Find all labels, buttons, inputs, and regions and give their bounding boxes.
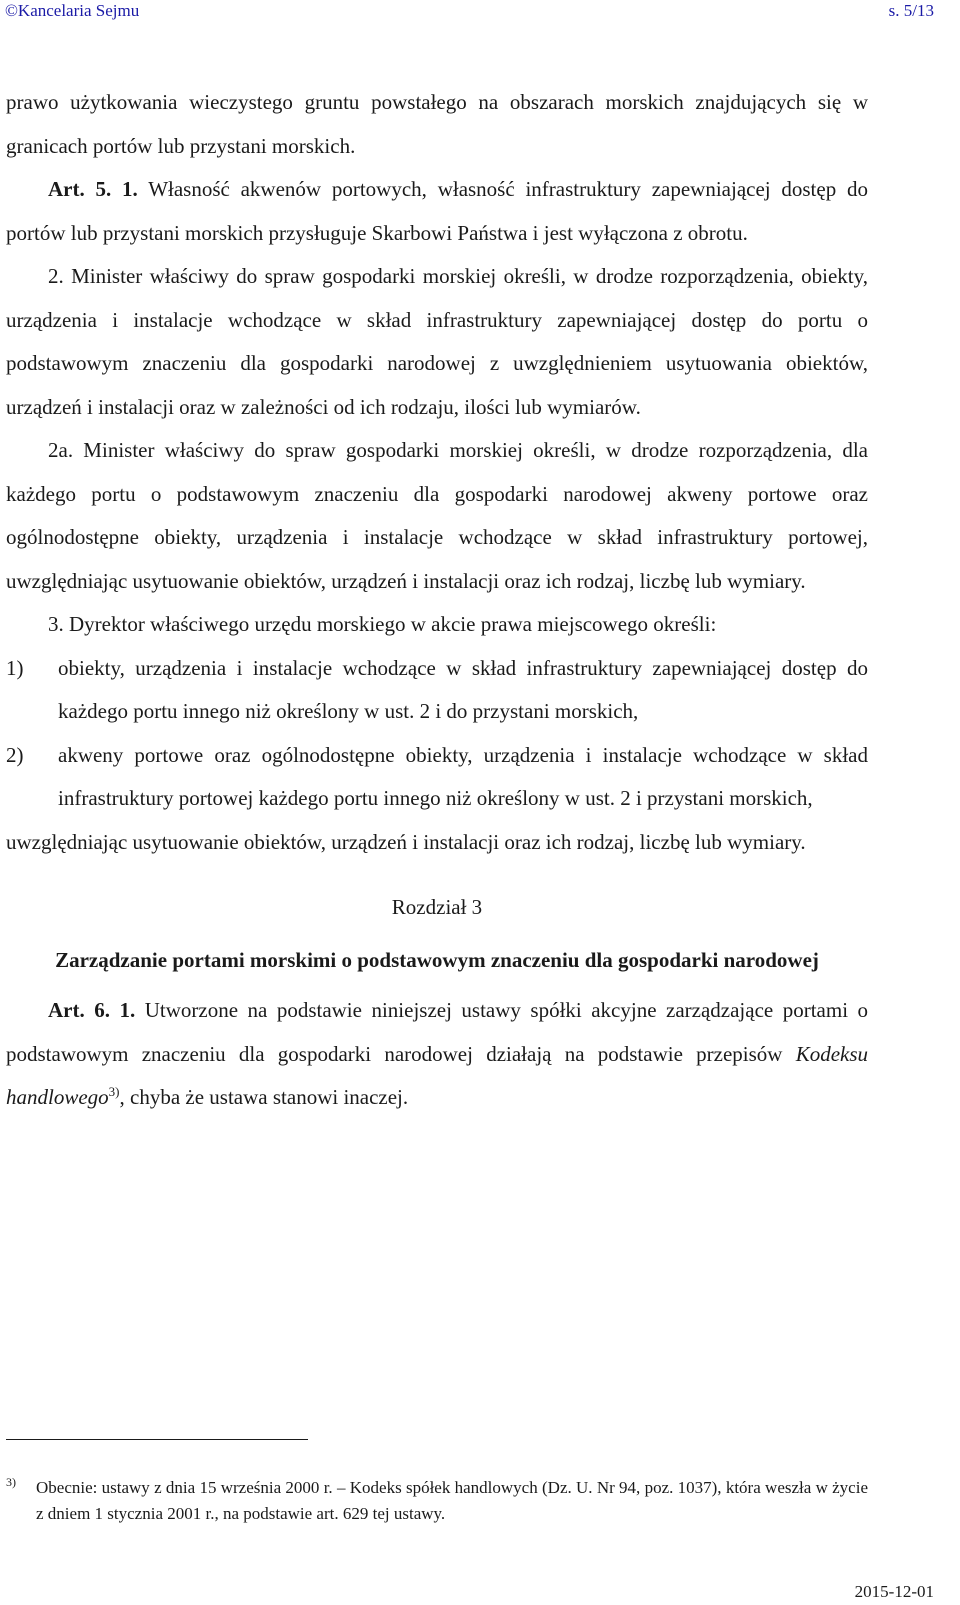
art6-paragraph-1: [6, 989, 868, 1120]
list-item-text: obiekty, urządzenia i instalacje wchodzące w skład infrastruktury zapewniającej dostęp do każdego portu innego niż określony w ust. 2 i do przystani morskich,: [58, 655, 868, 723]
art5-paragraph-1: [6, 168, 868, 255]
paragraph-continuation: prawo użytkowania wieczystego gruntu powstałego na obszarach morskich znajdujących się w granicach portów lub przystani morskich.: [6, 90, 868, 158]
footnote: [6, 1475, 868, 1527]
art5-paragraph-2: 2. Minister właściwy do spraw gospodarki morskiej określi, w drodze rozporządzenia, obiekty, urządzenia i instalacje wchodzące w skład infrastruktury zapewniającej dostęp do portu o podstawowym znaczeniu dla gospodarki narodowej z uwzględnieniem usytuowania obiektów, urządzeń i instalacji oraz w zależności od ich rodzaju, ilości lub wymiarów.: [6, 264, 868, 419]
footer-date: 2015-12-01: [854, 1582, 934, 1601]
art5-label: Art. 5. 1.: [48, 177, 138, 201]
header-source: ©Kancelaria Sejmu: [5, 1, 140, 20]
list-item: [6, 734, 868, 821]
footnote-ref[interactable]: 3): [108, 1084, 120, 1099]
page-number: s. 5/13: [888, 1, 934, 20]
footnote-mark: 3): [6, 1475, 16, 1489]
art5-paragraph-2a: 2a. Minister właściwy do spraw gospodarki morskiej określi, w drodze rozporządzenia, dla każdego portu o podstawowym znaczeniu dla gospodarki narodowej akweny portowe oraz ogólnodostępne obiekty, urządzenia i instalacje wchodzące w skład infrastruktury portowej, uwzględniając usytuowanie obiektów, urządzeń i instalacji oraz ich rodzaj, liczbę lub wymiary.: [6, 438, 868, 593]
art5-paragraph-3: 3. Dyrektor właściwego urzędu morskiego w akcie prawa miejscowego określi:: [48, 612, 717, 636]
list-item-number: 2): [6, 742, 24, 767]
art5-1-text: Własność akwenów portowych, własność infrastruktury zapewniającej dostęp do portów lub przystani morskich przysługuje Skarbowi Państwa i jest wyłączona z obrotu.: [6, 177, 868, 245]
document-body: [6, 81, 868, 1120]
art6-label: Art. 6. 1.: [48, 998, 136, 1022]
footnote-text: Obecnie: ustawy z dnia 15 września 2000 r. – Kodeks spółek handlowych (Dz. U. Nr 94, poz. 1037), która weszła w życie z dniem 1 stycznia 2001 r., na podstawie art. 629 tej ustawy.: [36, 1478, 868, 1523]
chapter-number: Rozdział 3: [391, 895, 483, 919]
footnote-separator: [6, 1439, 308, 1440]
list-item: [6, 647, 868, 734]
code-name: Kodeksu handlowego: [6, 1041, 869, 1109]
list-item-number: 1): [6, 655, 24, 680]
art6-text-b: , chyba że ustawa stanowi inaczej.: [119, 1085, 409, 1109]
chapter-title: Zarządzanie portami morskimi o podstawowym znaczeniu dla gospodarki narodowej: [55, 947, 819, 972]
closing-clause: uwzględniając usytuowanie obiektów, urządzeń i instalacji oraz ich rodzaj, liczbę lub wymiary.: [6, 829, 806, 854]
list-item-text: akweny portowe oraz ogólnodostępne obiekty, urządzenia i instalacje wchodzące w skład infrastruktury portowej każdego portu innego niż określony w ust. 2 i przystani morskich,: [58, 742, 868, 810]
art6-text-a: Utworzone na podstawie niniejszej ustawy spółki akcyjne zarządzające portami o podstawowym znaczeniu dla gospodarki narodowej działają na podstawie przepisów: [6, 998, 869, 1066]
